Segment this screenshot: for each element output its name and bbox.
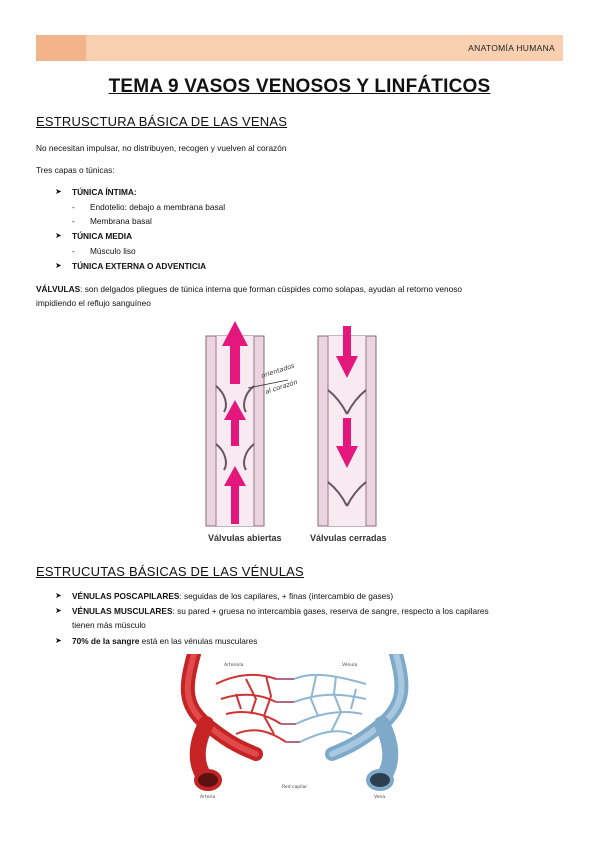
dash-bullet: -: [72, 216, 75, 226]
label-open-valves: Válvulas abiertas: [208, 533, 282, 543]
label-capillary: Red capilar: [282, 785, 308, 790]
vein-valves-figure: [200, 316, 405, 548]
label-artery: Arteria: [200, 795, 216, 800]
sublayer-musculo: Músculo liso: [90, 246, 136, 256]
venules-item-blood: 70% de la sangre está en las vénulas musculares: [72, 636, 258, 646]
label-venule: Vénula: [342, 663, 358, 668]
bullet-arrow-icon: ➤: [55, 636, 62, 645]
bullet-arrow-icon: ➤: [55, 231, 62, 240]
capillary-network: [216, 675, 366, 742]
bullet-arrow-icon: ➤: [55, 591, 62, 600]
vessel-closed-valves: [318, 326, 376, 526]
header-band: [36, 35, 563, 61]
page-title: TEMA 9 VASOS VENOSOS Y LINFÁTICOS: [108, 76, 491, 97]
bullet-arrow-icon: ➤: [55, 187, 62, 196]
sublayer-membrana: Membrana basal: [90, 216, 152, 226]
bullet-arrow-icon: ➤: [55, 606, 62, 615]
label-closed-valves: Válvulas cerradas: [310, 533, 387, 543]
layers-intro: Tres capas o túnicas:: [36, 165, 115, 175]
venules-item-musculares: VÉNULAS MUSCULARES: su pared + gruesa no intercambia gases, reserva de sangre, respecto a los capilares: [72, 606, 489, 616]
label-vein: Vena: [374, 795, 386, 800]
annotation-text-1: orientados: [260, 361, 296, 380]
layer-media: TÚNICA MEDIA: [72, 231, 133, 241]
venules-item-musculares-cont: tienen más músculo: [72, 620, 146, 630]
dash-bullet: -: [72, 246, 75, 256]
valves-term: VÁLVULAS: [36, 284, 81, 294]
layer-intima: TÚNICA ÍNTIMA:: [72, 187, 137, 197]
valves-paragraph: VÁLVULAS: son delgados pliegues de túnica interna que forman cúspides como solapas, ayudan al retorno venoso: [36, 284, 463, 294]
layer-externa: TÚNICA EXTERNA O ADVENTICIA: [72, 261, 207, 271]
bullet-arrow-icon: ➤: [55, 261, 62, 270]
venules-item-poscapilares: VÉNULAS POSCAPILARES: seguidas de los capilares, + finas (intercambio de gases): [72, 591, 394, 601]
venule-vessel: [332, 654, 401, 789]
label-arteriole: Arteriola: [224, 663, 244, 668]
annotation-text-2: al corazón: [264, 377, 299, 396]
section-heading-veins: ESTRUSCTURA BÁSICA DE LAS VENAS: [36, 114, 288, 129]
vessel-open-valves: [206, 321, 264, 526]
header-accent-tab: [36, 35, 86, 61]
capillary-bed-figure: [166, 654, 422, 800]
section-heading-venules: ESTRUCUTAS BÁSICAS DE LAS VÉNULAS: [36, 564, 304, 579]
sublayer-endotelio: Endotelio: debajo a membrana basal: [90, 202, 226, 212]
dash-bullet: -: [72, 202, 75, 212]
veins-intro: No necesitan impulsar, no distribuyen, recogen y vuelven al corazón: [36, 143, 287, 153]
header-section-label: ANATOMÍA HUMANA: [468, 43, 555, 53]
valves-paragraph-cont: impidiendo el reflujo sanguíneo: [36, 298, 151, 308]
